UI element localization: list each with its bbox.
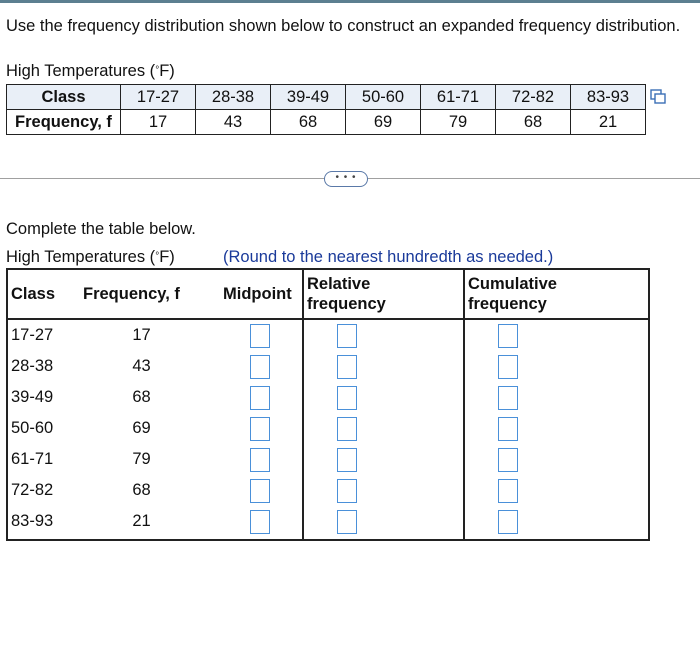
relative-frequency-input[interactable] xyxy=(337,448,357,472)
row-frequency: 17 xyxy=(132,326,151,344)
top-accent-rule xyxy=(0,0,700,3)
header-class: Class xyxy=(7,269,80,319)
given-frequency-cell: 68 xyxy=(271,110,346,135)
answer-table-caption: High Temperatures (°F) xyxy=(6,248,175,266)
row-class: 17-27 xyxy=(11,326,54,344)
table-row xyxy=(7,319,649,351)
table-row xyxy=(7,444,649,475)
question-prompt: Use the frequency distribution shown below to construct an expanded frequency distribution. xyxy=(6,17,681,35)
cumulative-frequency-input[interactable] xyxy=(498,479,518,503)
given-class-cell: 17-27 xyxy=(121,85,196,110)
row-frequency: 43 xyxy=(132,357,151,375)
given-frequency-row xyxy=(7,110,646,135)
given-table-caption: High Temperatures (°F) xyxy=(6,62,175,80)
given-frequency-cell: 21 xyxy=(571,110,646,135)
cumulative-frequency-input[interactable] xyxy=(498,355,518,379)
given-frequency-cell: 17 xyxy=(121,110,196,135)
row-class: 39-49 xyxy=(11,388,54,406)
row-class: 72-82 xyxy=(11,481,54,499)
row-class: 28-38 xyxy=(11,357,54,375)
midpoint-input[interactable] xyxy=(250,510,270,534)
relative-frequency-input[interactable] xyxy=(337,386,357,410)
instructions-text: Complete the table below. xyxy=(6,220,196,238)
header-cumulative-frequency: Cumulative frequency xyxy=(464,269,649,319)
given-frequency-cell: 69 xyxy=(346,110,421,135)
relative-frequency-input[interactable] xyxy=(337,355,357,379)
cumulative-frequency-input[interactable] xyxy=(498,448,518,472)
row-class: 50-60 xyxy=(11,419,54,437)
relative-frequency-input[interactable] xyxy=(337,479,357,503)
row-frequency: 21 xyxy=(132,512,151,530)
midpoint-input[interactable] xyxy=(250,386,270,410)
given-frequency-table xyxy=(6,84,646,135)
row-class: 83-93 xyxy=(11,512,54,530)
expanded-frequency-table xyxy=(6,268,650,541)
header-relative-frequency: Relative frequency xyxy=(303,269,464,319)
table-row xyxy=(7,413,649,444)
frequency-row-label: Frequency, f xyxy=(7,110,121,135)
relative-frequency-input[interactable] xyxy=(337,510,357,534)
given-frequency-cell: 68 xyxy=(496,110,571,135)
given-class-cell: 28-38 xyxy=(196,85,271,110)
show-more-button[interactable]: • • • xyxy=(324,171,368,187)
given-frequency-cell: 43 xyxy=(196,110,271,135)
cumulative-frequency-input[interactable] xyxy=(498,386,518,410)
cumulative-frequency-input[interactable] xyxy=(498,510,518,534)
answer-table-header xyxy=(7,269,649,319)
rounding-note: (Round to the nearest hundredth as needed.) xyxy=(223,248,554,266)
cumulative-frequency-input[interactable] xyxy=(498,417,518,441)
header-midpoint: Midpoint xyxy=(220,269,303,319)
given-class-cell: 83-93 xyxy=(571,85,646,110)
midpoint-input[interactable] xyxy=(250,324,270,348)
copy-icon[interactable] xyxy=(650,89,666,104)
row-frequency: 79 xyxy=(132,450,151,468)
row-frequency: 68 xyxy=(132,388,151,406)
table-row xyxy=(7,351,649,382)
class-row-label: Class xyxy=(7,85,121,110)
header-frequency: Frequency, f xyxy=(80,269,220,319)
given-frequency-cell: 79 xyxy=(421,110,496,135)
row-frequency: 68 xyxy=(132,481,151,499)
given-class-cell: 61-71 xyxy=(421,85,496,110)
table-row xyxy=(7,382,649,413)
midpoint-input[interactable] xyxy=(250,479,270,503)
given-class-cell: 39-49 xyxy=(271,85,346,110)
cumulative-frequency-input[interactable] xyxy=(498,324,518,348)
midpoint-input[interactable] xyxy=(250,355,270,379)
midpoint-input[interactable] xyxy=(250,448,270,472)
given-class-cell: 50-60 xyxy=(346,85,421,110)
table-row xyxy=(7,475,649,506)
midpoint-input[interactable] xyxy=(250,417,270,441)
relative-frequency-input[interactable] xyxy=(337,324,357,348)
given-class-row xyxy=(7,85,646,110)
relative-frequency-input[interactable] xyxy=(337,417,357,441)
table-row xyxy=(7,506,649,540)
row-frequency: 69 xyxy=(132,419,151,437)
given-class-cell: 72-82 xyxy=(496,85,571,110)
row-class: 61-71 xyxy=(11,450,54,468)
